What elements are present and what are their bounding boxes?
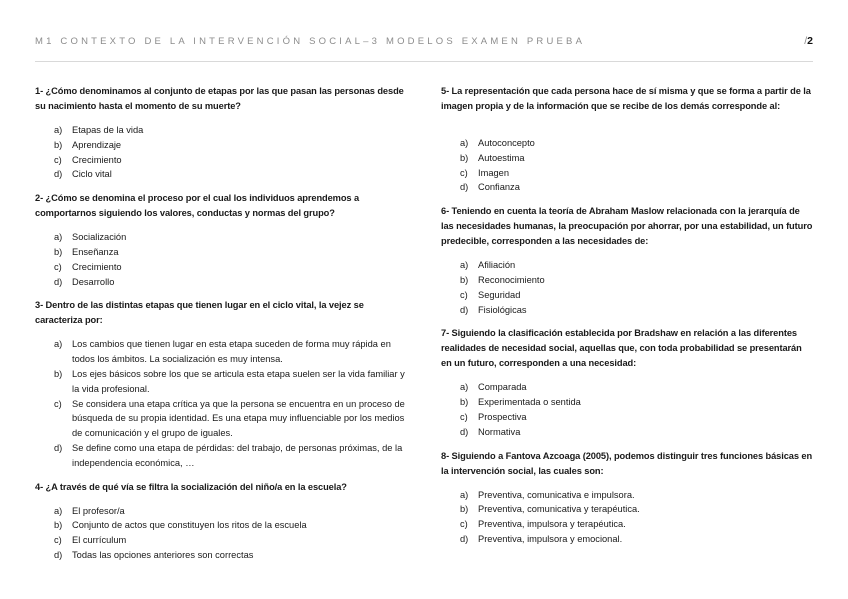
option-key: a) <box>54 339 63 350</box>
option-key: b) <box>54 139 63 150</box>
option-key: c) <box>460 411 468 422</box>
question-2 <box>35 191 407 289</box>
option-text: Comparada <box>478 382 527 393</box>
option-key: c) <box>54 154 62 165</box>
option-6c <box>441 288 813 303</box>
option-text: Crecimiento <box>72 154 122 165</box>
option-key: d) <box>460 426 469 437</box>
option-key: a) <box>54 125 63 135</box>
question-1 <box>35 84 407 182</box>
option-4a <box>35 504 407 519</box>
option-4c <box>35 533 407 548</box>
question-text: 1- ¿Cómo denominamos al conjunto de etapas por las que pasan las personas desde su nacimiento hasta el momento de su muerte? <box>35 86 404 111</box>
option-text: Afiliación <box>478 260 516 271</box>
option-6a <box>441 258 813 273</box>
option-text: Reconocimiento <box>478 274 545 285</box>
option-3a <box>35 337 407 367</box>
option-key: c) <box>54 398 62 409</box>
option-7d <box>441 425 813 440</box>
options-list <box>441 136 813 195</box>
option-3c <box>35 397 407 441</box>
option-key: b) <box>54 368 63 379</box>
option-1b <box>35 138 407 153</box>
option-8d <box>441 532 813 547</box>
option-key: a) <box>460 138 469 148</box>
option-text: Etapas de la vida <box>72 125 144 135</box>
option-key: a) <box>460 260 469 271</box>
option-7c <box>441 410 813 425</box>
option-key: d) <box>54 276 63 287</box>
option-key: c) <box>54 535 62 546</box>
option-6b <box>441 273 813 288</box>
option-text: Prospectiva <box>478 411 527 422</box>
option-text: Enseñanza <box>72 246 119 257</box>
option-text: Fisiológicas <box>478 304 527 315</box>
question-text: 4- ¿A través de qué vía se filtra la socialización del niño/a en la escuela? <box>35 481 347 492</box>
option-1d <box>35 167 407 182</box>
option-text: Seguridad <box>478 289 521 300</box>
option-1a <box>35 123 407 138</box>
option-2b <box>35 245 407 260</box>
option-8b <box>441 502 813 517</box>
option-key: b) <box>460 274 469 285</box>
option-text: Socialización <box>72 232 127 243</box>
options-list <box>35 123 407 182</box>
options-list <box>35 230 407 289</box>
option-1c <box>35 153 407 168</box>
question-5 <box>441 84 813 195</box>
option-5d <box>441 180 813 195</box>
option-text: Preventiva, impulsora y emocional. <box>478 533 623 544</box>
left-column <box>35 84 407 572</box>
option-text: Se define como una etapa de pérdidas: del trabajo, de personas próximas, de la independencia económica, … <box>72 442 403 468</box>
question-text: 7- Siguiendo la clasificación establecida por Bradshaw en relación a las diferentes realidades de necesidad social, aquellas que, con toda probabilidad se presentarán en un futuro, corresponden a una necesidad: <box>441 328 802 369</box>
option-key: c) <box>54 261 62 272</box>
option-text: Experimentada o sentida <box>478 397 581 408</box>
page-number-value: 2 <box>807 35 813 47</box>
option-text: Crecimiento <box>72 261 122 272</box>
option-key: d) <box>54 549 63 560</box>
option-text: Desarrollo <box>72 276 115 287</box>
option-4d <box>35 548 407 563</box>
option-key: a) <box>460 489 469 500</box>
option-key: b) <box>460 152 469 163</box>
option-text: Preventiva, comunicativa y terapéutica. <box>478 504 640 515</box>
question-text: 5- La representación que cada persona hace de sí misma y que se forma a partir de la imagen propia y de la información que se recibe de los demás corresponde al: <box>441 86 811 111</box>
options-list <box>441 380 813 439</box>
option-text: Preventiva, impulsora y terapéutica. <box>478 519 626 530</box>
option-key: c) <box>460 167 468 178</box>
option-text: Autoconcepto <box>478 138 535 148</box>
option-6d <box>441 303 813 318</box>
option-key: d) <box>54 169 63 180</box>
option-text: Conjunto de actos que constituyen los ritos de la escuela <box>72 520 307 531</box>
option-7a <box>441 380 813 395</box>
option-text: El profesor/a <box>72 505 125 516</box>
option-text: Ciclo vital <box>72 169 112 180</box>
option-5c <box>441 166 813 181</box>
question-8 <box>441 449 813 547</box>
options-list <box>35 337 407 470</box>
option-text: Confianza <box>478 182 520 193</box>
option-text: Los cambios que tienen lugar en esta etapa suceden de forma muy rápida en todos los ámbitos. La socialización es muy intensa. <box>72 339 391 365</box>
option-text: Se considera una etapa crítica ya que la persona se encuentra en un proceso de búsqueda de su propia identidad. Es una etapa muy influenciable por los medios de comunicación y el grupo de iguales. <box>72 398 405 439</box>
option-3d <box>35 441 407 471</box>
option-key: a) <box>54 232 63 243</box>
question-text: 8- Siguiendo a Fantova Azcoaga (2005), podemos distinguir tres funciones básicas en la intervención social, las cuales son: <box>441 450 813 476</box>
option-5b <box>441 151 813 166</box>
question-text: 2- ¿Cómo se denomina el proceso por el cual los individuos aprendemos a comportarnos siguiendo los valores, conductas y normas del grupo? <box>35 193 360 219</box>
options-list <box>35 504 407 563</box>
option-key: a) <box>460 382 469 393</box>
option-key: b) <box>54 246 63 257</box>
right-column <box>441 84 813 556</box>
option-text: Imagen <box>478 167 510 178</box>
option-key: c) <box>460 519 468 530</box>
options-list <box>441 488 813 547</box>
option-text: Normativa <box>478 426 521 437</box>
option-key: b) <box>460 397 469 408</box>
header-divider <box>35 61 813 62</box>
option-key: d) <box>460 182 469 193</box>
option-key: b) <box>54 520 63 531</box>
option-key: d) <box>460 304 469 315</box>
question-6 <box>441 204 813 317</box>
question-7 <box>441 326 813 439</box>
option-5a <box>441 136 813 151</box>
option-2d <box>35 275 407 290</box>
option-8c <box>441 517 813 532</box>
option-8a <box>441 488 813 503</box>
page-slash: / <box>804 35 808 47</box>
question-text: 6- Teniendo en cuenta la teoría de Abraham Maslow relacionada con la jerarquía de las necesidades humanas, la preocupación por ahorrar, por una estabilidad, un futuro predecible, corresponden a las necesidades de: <box>441 206 813 247</box>
question-3 <box>35 298 407 470</box>
option-text: Aprendizaje <box>72 139 122 150</box>
question-4 <box>35 480 407 563</box>
page-header <box>35 36 813 50</box>
option-text: Todas las opciones anteriores son correctas <box>72 549 254 560</box>
option-text: Preventiva, comunicativa e impulsora. <box>478 489 635 500</box>
option-key: b) <box>460 504 469 515</box>
option-text: Autoestima <box>478 152 525 163</box>
option-key: c) <box>460 289 468 300</box>
option-text: Los ejes básicos sobre los que se articula esta etapa suelen ser la vida familiar y la vida profesional. <box>72 368 405 394</box>
option-key: a) <box>54 505 63 516</box>
option-key: d) <box>54 442 63 453</box>
option-2a <box>35 230 407 245</box>
option-key: d) <box>460 533 469 544</box>
option-7b <box>441 395 813 410</box>
option-3b <box>35 367 407 397</box>
page-number <box>804 35 813 47</box>
question-text: 3- Dentro de las distintas etapas que tienen lugar en el ciclo vital, la vejez se caracteriza por: <box>35 300 364 326</box>
option-4b <box>35 518 407 533</box>
document-title: M1 CONTEXTO DE LA INTERVENCIÓN SOCIAL–3 MODELOS EXAMEN PRUEBA <box>35 36 586 47</box>
options-list <box>441 258 813 317</box>
option-2c <box>35 260 407 275</box>
option-text: El currículum <box>72 535 127 546</box>
